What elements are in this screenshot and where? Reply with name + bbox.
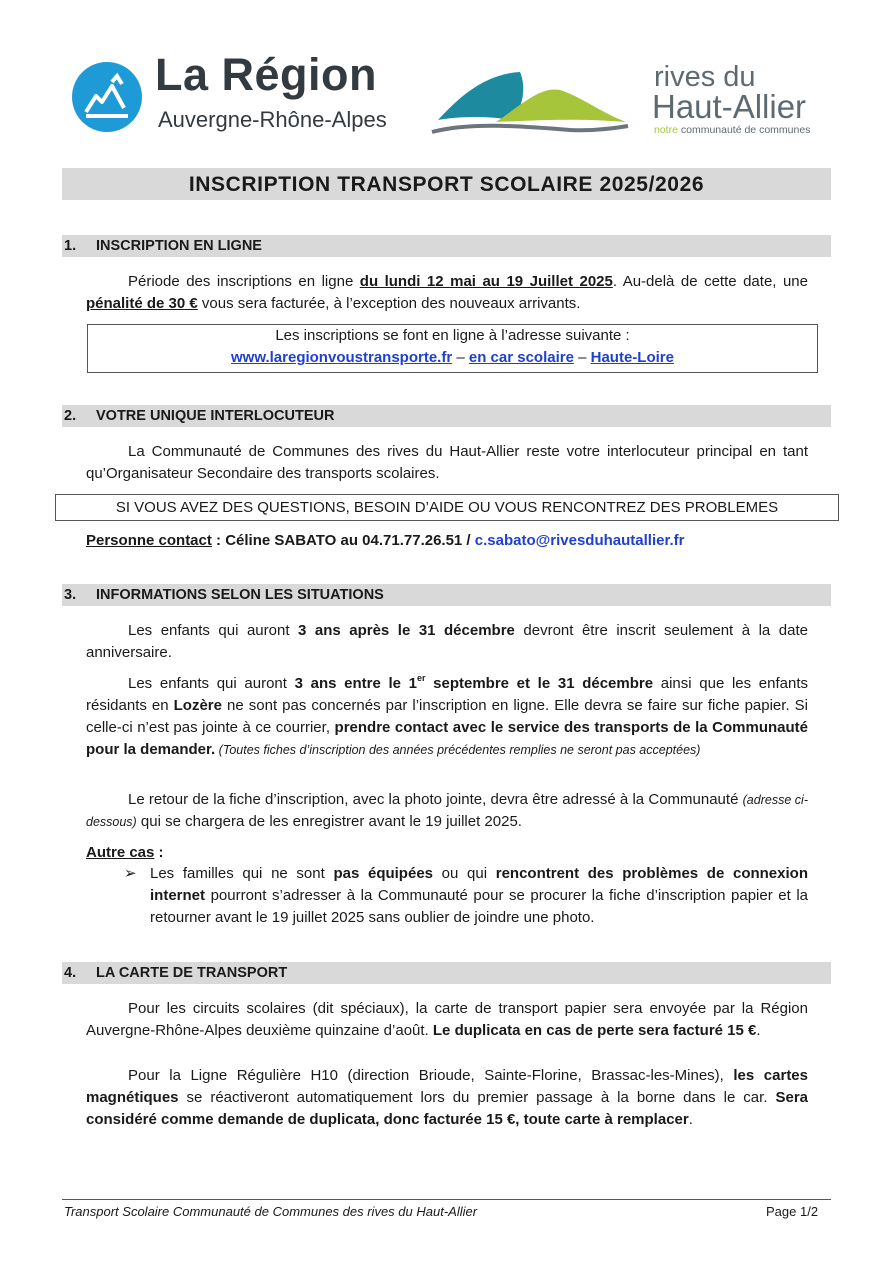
paragraph: Les enfants qui auront 3 ans après le 31 décembre devront être inscrit seulement à la date anniversaire. xyxy=(86,622,808,661)
region-transport-link[interactable]: www.laregionvoustransporte.fr xyxy=(231,349,453,366)
section-3-header xyxy=(62,584,831,606)
section-2-header xyxy=(62,405,831,427)
section-title: LA CARTE DE TRANSPORT xyxy=(96,965,288,981)
page-title: INSCRIPTION TRANSPORT SCOLAIRE 2025/2026 xyxy=(188,173,705,196)
contact-line: Personne contact : Céline SABATO au 04.71.77.26.51 / c.sabato@rivesduhautallier.fr xyxy=(86,532,685,549)
region-logo-icon xyxy=(72,62,142,132)
rives-logo-tagline: notre communauté de communes xyxy=(654,124,811,136)
footer-text: Transport Scolaire Communauté de Communes des rives du Haut-Allier xyxy=(64,1204,478,1219)
section-1-header xyxy=(62,235,831,257)
section-number: 4. xyxy=(64,965,77,981)
paragraph: Le retour de la fiche d’inscription, avec la photo jointe, devra être adressé à la Communauté (adresse ci-dessous) qui se chargera de les enregistrer avant le 19 juillet 2025. xyxy=(86,791,808,830)
paragraph: La Communauté de Communes des rives du Haut-Allier reste votre interlocuteur principal en tant qu’Organisateur Secondaire des transports scolaires. xyxy=(86,443,808,482)
paragraph: Pour les circuits scolaires (dit spéciaux), la carte de transport papier sera envoyée par la Région Auvergne-Rhône-Alpes deuxième quinzaine d’août. Le duplicata en cas de perte sera facturé 15 €. xyxy=(86,1000,808,1039)
autre-cas-label: Autre cas : xyxy=(86,844,164,861)
section-number: 3. xyxy=(64,587,77,603)
section-title: VOTRE UNIQUE INTERLOCUTEUR xyxy=(96,408,335,424)
arrow-bullet-icon: ➢ xyxy=(124,865,137,882)
paragraph: Pour la Ligne Régulière H10 (direction Brioude, Sainte-Florine, Brassac-les-Mines), les cartes magnétiques se réactiveront automatiquement lors du premier passage à la borne dans le car. Sera considéré comme demande de duplicata, donc facturée 15 €, toute carte à remplacer. xyxy=(86,1067,808,1128)
section-title: INSCRIPTION EN LIGNE xyxy=(96,238,262,254)
rives-logo-name: Haut-Allier xyxy=(652,88,807,125)
list-item: Les familles qui ne sont pas équipées ou qui rencontrent des problèmes de connexion internet pourront s’adresser à la Communauté pour se procurer la fiche d’inscription papier et la retourner avant le 19 juillet 2025 sans oublier de joindre une photo. xyxy=(150,865,808,926)
section-title: INFORMATIONS SELON LES SITUATIONS xyxy=(96,587,384,603)
rives-logo-top: rives du xyxy=(654,61,756,93)
car-scolaire-link[interactable]: en car scolaire xyxy=(468,349,574,366)
section-number: 2. xyxy=(64,408,77,424)
section-number: 1. xyxy=(64,238,77,254)
paragraph: Période des inscriptions en ligne du lundi 12 mai au 19 Juillet 2025. Au-delà de cette date, une pénalité de 30 € vous sera facturée, à l’exception des nouveaux arrivants. xyxy=(86,273,808,312)
region-logo-name: La Région xyxy=(155,49,378,100)
footer-divider xyxy=(62,1199,831,1200)
rives-logo-graphic-icon xyxy=(430,66,630,138)
page-number: Page 1/2 xyxy=(766,1204,819,1219)
registration-link-box: Les inscriptions se font en ligne à l’adresse suivante : www.laregionvoustransporte.fr – en car scolaire – Haute-Loire xyxy=(87,324,818,373)
questions-box: SI VOUS AVEZ DES QUESTIONS, BESOIN D’AIDE OU VOUS RENCONTREZ DES PROBLEMES xyxy=(55,494,839,521)
paragraph: Les enfants qui auront 3 ans entre le 1er septembre et le 31 décembre ainsi que les enfants résidants en Lozère ne sont pas concernés par l’inscription en ligne. Elle devra se faire sur fiche papier. Si celle-ci n’est pas jointe à ce courrier, prendre contact avec le service des transports de la Communauté pour la demander. (Toutes fiches d’inscription des années précédentes remplies ne seront pas acceptées) xyxy=(86,673,809,758)
section-4-header xyxy=(62,962,831,984)
region-logo-subtitle: Auvergne-Rhône-Alpes xyxy=(158,107,387,132)
haute-loire-link[interactable]: Haute-Loire xyxy=(590,349,674,366)
contact-email[interactable]: c.sabato@rivesduhautallier.fr xyxy=(474,532,685,549)
page-title-bar xyxy=(62,168,831,200)
